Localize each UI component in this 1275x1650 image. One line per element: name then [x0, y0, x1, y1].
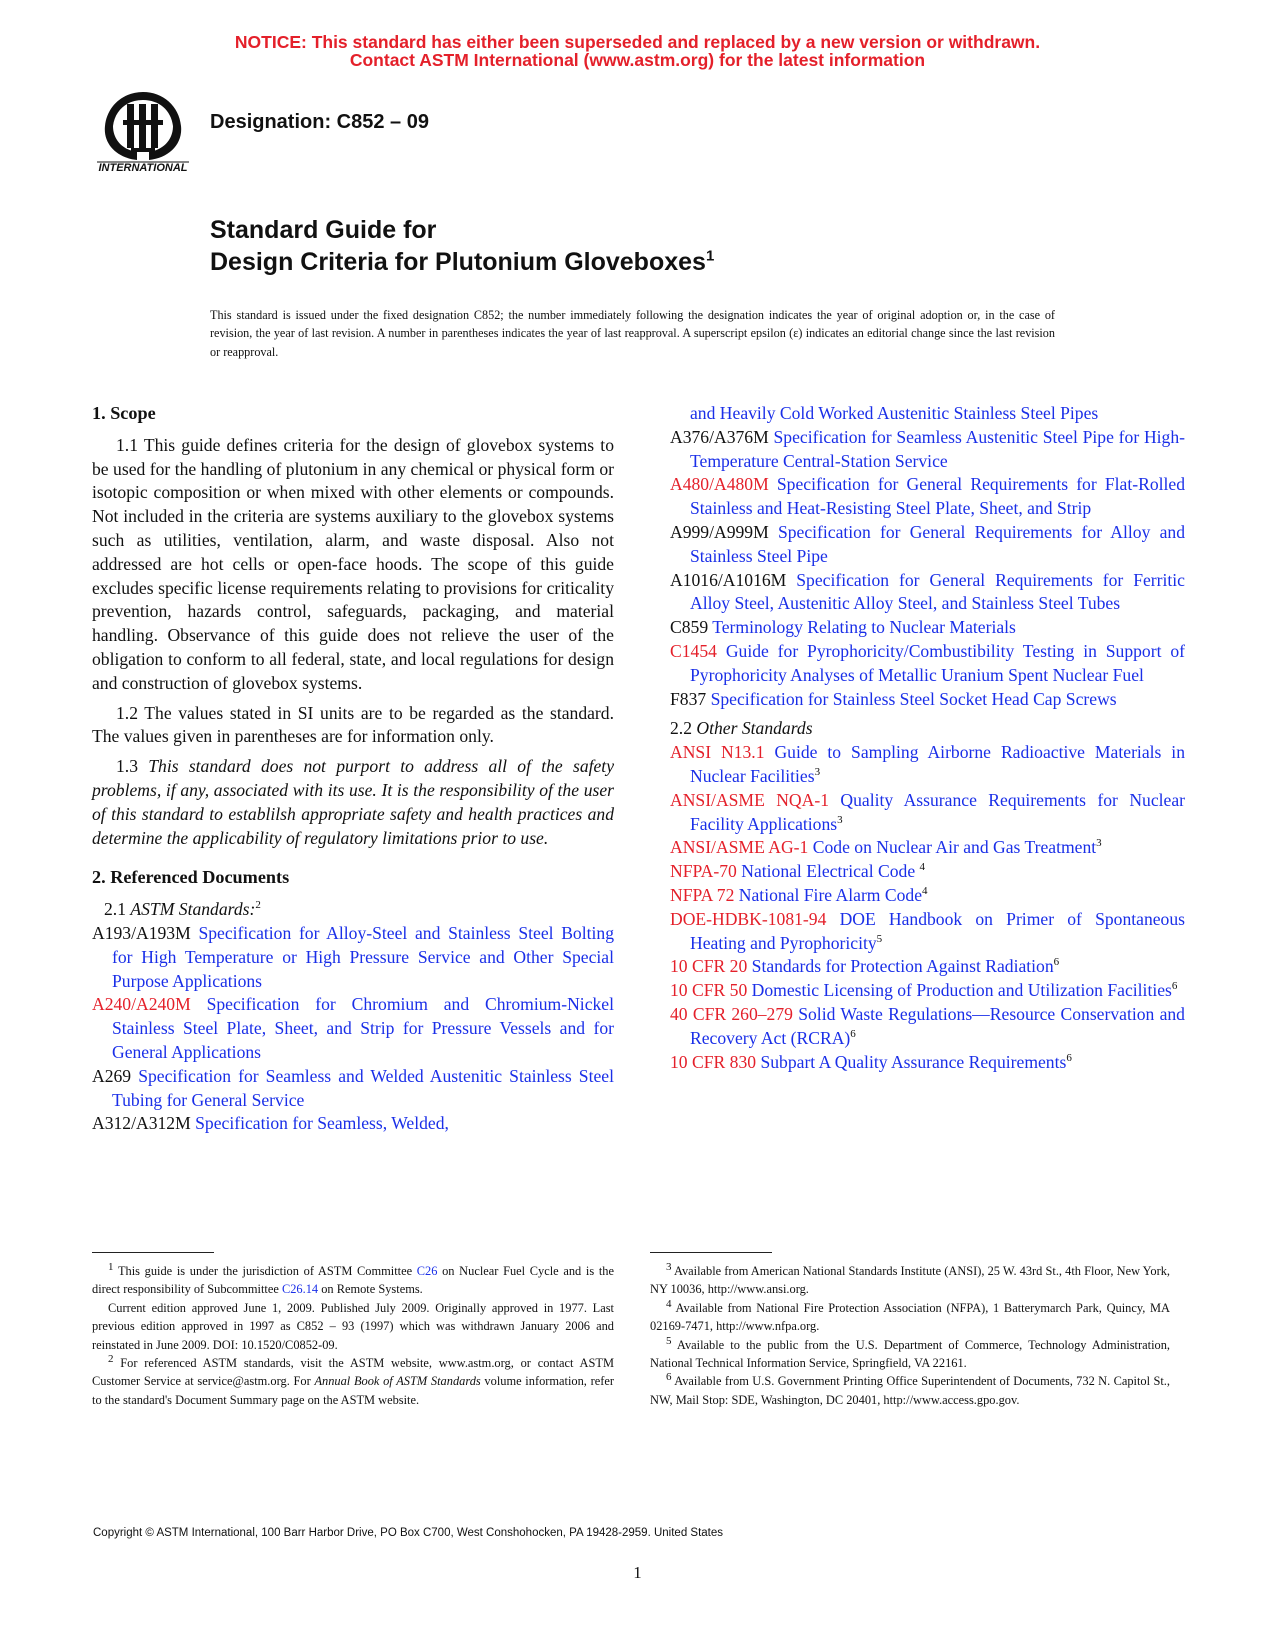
footnote-3: [650, 1262, 1170, 1299]
copyright-line: Copyright © ASTM International, 100 Barr Harbor Drive, PO Box C700, West Conshohocken, PA 19428-2959. United States: [93, 1527, 724, 1539]
reference-title-link[interactable]: Subpart A Quality Assurance Requirements: [760, 1051, 1067, 1072]
other-reference-list: [670, 741, 1185, 1074]
scope-para-1-3: 1.3 This standard does not purport to address all of the safety problems, if any, associated with its use. It is the responsibility of the user of this standard to establilsh appropriate safety and health practices and determine the applicability of regulatory limitations prior to use.: [92, 756, 615, 848]
footnote-marker: 4: [922, 885, 928, 898]
reference-code: ANSI N13.1: [670, 742, 765, 763]
reference-entry: [670, 955, 1185, 979]
reference-entry: [670, 426, 1185, 474]
reference-code: NFPA 72: [670, 884, 735, 905]
reference-entry: [92, 1065, 614, 1113]
reference-entry: [670, 860, 1185, 884]
reference-title-link[interactable]: Code on Nuclear Air and Gas Treatment: [812, 837, 1097, 858]
reference-entry: [92, 922, 614, 993]
reference-code: DOE-HDBK-1081-94: [670, 908, 827, 929]
notice-banner: [0, 33, 1275, 69]
footnote-marker: 6: [1171, 980, 1178, 993]
footnote-marker: 4: [919, 861, 926, 874]
issued-note: This standard is issued under the fixed designation C852; the number immediately following the designation indicates the year of original adoption or, in the case of revision, the year of last revision. A number in parentheses indicates the year of last reapproval. A superscript epsilon (ε) indicates an editorial change since the last revision or reapproval.: [210, 308, 1055, 359]
logo-text: INTERNATIONAL: [98, 162, 188, 174]
reference-entry: [670, 979, 1185, 1003]
reference-title-link[interactable]: Domestic Licensing of Production and Utilization Facilities: [751, 980, 1172, 1001]
title-footnote-marker: 1: [705, 247, 715, 265]
footnote-marker: 5: [876, 932, 883, 945]
reference-entry: [670, 473, 1185, 521]
reference-title-link[interactable]: Specification for Seamless and Welded Austenitic Stainless Steel Tubing for General Service: [112, 1065, 614, 1110]
reference-entry: [670, 836, 1185, 860]
footnote-marker: 3: [837, 813, 843, 826]
reference-entry: [670, 1051, 1185, 1075]
reference-code: A193/A193M: [92, 922, 191, 943]
footnote-rule-right: [650, 1252, 772, 1253]
reference-code: A376/A376M: [670, 426, 769, 447]
right-column: [670, 402, 1185, 1074]
reference-code: ANSI/ASME AG-1: [670, 837, 809, 858]
page-number: 1: [633, 1563, 642, 1582]
footnote-text: Available from American National Standards Institute (ANSI), 25 W. 43rd St., 4th Floor, New York, NY 10036, http://www.ansi.org.: [650, 1264, 1170, 1297]
document-title: [210, 214, 714, 278]
reference-entry: [670, 789, 1185, 837]
reference-title-link[interactable]: Guide for Pyrophoricity/Combustibility Testing in Support of Pyrophoricity Analyses of Metallic Uranium Spent Nuclear Fuel: [690, 640, 1185, 685]
reference-title-link[interactable]: Specification for Alloy-Steel and Stainless Steel Bolting for High Temperature or High Pressure Service and Other Special Purpose Applications: [112, 922, 614, 991]
title-line-1: Standard Guide for: [210, 216, 437, 244]
footnote-text: Available from National Fire Protection Association (NFPA), 1 Batterymarch Park, Quincy, MA 02169-7471, http://www.nfpa.org.: [650, 1300, 1170, 1334]
reference-title-link[interactable]: Specification for General Requirements for Alloy and Stainless Steel Pipe: [690, 521, 1185, 566]
footnote-marker: 6: [1066, 1051, 1072, 1064]
footnote-1-edition: Current edition approved June 1, 2009. Published July 2009. Originally approved in 1977. Last previous edition approved in 1997 as C852 – 93 (1997) which was withdrawn January 2006 and reinstated in June 2009. DOI: 10.1520/C0852-09.: [92, 1300, 614, 1352]
footnotes-right: [650, 1262, 1170, 1409]
footnote-marker: 5: [666, 1334, 672, 1347]
astm-reference-list: [92, 922, 614, 1136]
notice-line-1: NOTICE: This standard has either been superseded and replaced by a new version or withdrawn.: [234, 32, 1041, 52]
scope-para-1-2: 1.2 The values stated in SI units are to be regarded as the standard. The values given in parentheses are for information only.: [92, 702, 614, 747]
astm-logo: [93, 88, 193, 174]
reference-entry: [670, 741, 1185, 789]
reference-entry-continued: [670, 402, 1185, 426]
reference-code: NFPA-70: [670, 861, 737, 882]
reference-code: A312/A312M: [92, 1113, 191, 1134]
footnote-marker: 3: [666, 1260, 672, 1273]
footnote-rule-left: [92, 1252, 214, 1253]
designation: Designation: C852 – 09: [210, 111, 429, 133]
reference-title-link[interactable]: Terminology Relating to Nuclear Materials: [712, 617, 1016, 638]
reference-entry: [670, 1003, 1185, 1051]
reference-title-link[interactable]: Specification for Chromium and Chromium-Nickel Stainless Steel Plate, Sheet, and Strip for Pressure Vessels and for General Applications: [112, 994, 614, 1062]
reference-entry: [92, 1112, 614, 1136]
subcommittee-c26-14-link[interactable]: C26.14: [281, 1282, 319, 1297]
reference-title-link[interactable]: DOE Handbook on Primer of Spontaneous Heating and Pyrophoricity: [690, 908, 1185, 953]
reference-code: 10 CFR 20: [670, 956, 748, 977]
reference-code: 10 CFR 50: [670, 980, 748, 1001]
footnote-marker: 3: [1096, 837, 1102, 850]
reference-entry: [670, 521, 1185, 569]
other-standards-subheading: 2.2 Other Standards: [670, 718, 813, 739]
reference-title-link[interactable]: National Electrical Code: [741, 861, 920, 882]
reference-entry: [670, 616, 1185, 640]
reference-code: 10 CFR 830: [670, 1051, 757, 1072]
notice-line-2: Contact ASTM International (www.astm.org) for the latest information: [349, 50, 926, 70]
reference-entry: [670, 908, 1185, 956]
footnote-text: Available from U.S. Government Printing Office Superintendent of Documents, 732 N. Capitol St., NW, Mail Stop: SDE, Washington, DC 20401, http://www.access.gpo.gov.: [650, 1374, 1170, 1407]
reference-code: A1016/A1016M: [670, 569, 787, 590]
reference-title-link[interactable]: Specification for General Requirements for Ferritic Alloy Steel, Austenitic Alloy Steel, and Stainless Steel Tubes: [690, 569, 1185, 614]
footnote-marker: 6: [666, 1371, 672, 1384]
reference-entry: [670, 640, 1185, 688]
reference-title-link[interactable]: and Heavily Cold Worked Austenitic Stainless Steel Pipes: [690, 403, 1099, 423]
reference-title-link[interactable]: Specification for Seamless, Welded,: [195, 1113, 449, 1134]
reference-code: 40 CFR 260–279: [670, 1003, 793, 1024]
reference-entry: [92, 993, 614, 1064]
refdocs-heading: 2. Referenced Documents: [92, 867, 290, 888]
reference-entry: [670, 884, 1185, 908]
footnote-marker: 3: [814, 766, 821, 779]
footnote-6: [650, 1372, 1170, 1409]
reference-code: A480/A480M: [670, 474, 769, 495]
reference-title-link[interactable]: Standards for Protection Against Radiation: [751, 956, 1054, 977]
left-column: [92, 402, 614, 1136]
footnote-1: $^1$ This guide is under the jurisdiction of ASTM Committee C26 on Nuclear Fuel Cycle and is the direct responsibility of Subcommittee C26.14 on Remote Systems.: [92, 1260, 614, 1297]
astm-reference-list-continued: [670, 402, 1185, 711]
footnote-marker: 4: [666, 1297, 672, 1310]
reference-title-link[interactable]: Quality Assurance Requirements for Nuclear Facility Applications: [690, 789, 1185, 834]
reference-code: A240/A240M: [92, 994, 191, 1015]
reference-title-link[interactable]: Specification for Stainless Steel Socket Head Cap Screws: [710, 688, 1117, 709]
scope-heading: 1. Scope: [92, 403, 156, 423]
footnote-2: $^2$ For referenced ASTM standards, visit the ASTM website, www.astm.org, or contact ASTM Customer Service at service@astm.org. For Annual Book of ASTM Standards volume information, refer to the standard's Document Summary page on the ASTM website.: [92, 1352, 614, 1407]
reference-entry: [670, 688, 1185, 712]
reference-title-link[interactable]: Solid Waste Regulations—Resource Conservation and Recovery Act (RCRA): [690, 1003, 1185, 1048]
reference-entry: [670, 569, 1185, 617]
footnote-5: [650, 1336, 1170, 1373]
reference-title-link[interactable]: Specification for General Requirements for Flat-Rolled Stainless and Heat-Resisting Steel Plate, Sheet, and Strip: [690, 474, 1185, 519]
footnote-marker: 6: [850, 1027, 856, 1040]
reference-title-link[interactable]: National Fire Alarm Code: [738, 884, 923, 905]
footnote-text: Available to the public from the U.S. Department of Commerce, Technology Administration, National Technical Information Service, Springfield, VA 22161.: [650, 1337, 1171, 1371]
astm-standards-subheading: 2.1 ASTM Standards:$^2$: [104, 899, 261, 920]
committee-c26-link[interactable]: C26: [416, 1264, 438, 1278]
reference-code: C1454: [670, 640, 717, 661]
footnotes-left: [92, 1262, 614, 1409]
footnote-4: [650, 1299, 1170, 1336]
reference-code: F837: [670, 688, 707, 709]
reference-code: A269: [92, 1065, 132, 1086]
reference-title-link[interactable]: Guide to Sampling Airborne Radioactive Materials in Nuclear Facilities: [690, 742, 1185, 786]
reference-code: A999/A999M: [670, 521, 769, 542]
reference-code: ANSI/ASME NQA-1: [670, 789, 829, 810]
title-line-2: Design Criteria for Plutonium Gloveboxes$^1$: [210, 247, 715, 276]
reference-code: C859: [670, 617, 709, 638]
reference-title-link[interactable]: Specification for Seamless Austenitic Steel Pipe for High-Temperature Central-Station Service: [690, 426, 1185, 471]
scope-para-1-1: 1.1 This guide defines criteria for the design of glovebox systems to be used for the handling of plutonium in any chemical or physical form or isotopic composition or when mixed with other elements or compounds. Not included in the criteria are systems auxiliary to the glovebox systems such as utilities, ventilation, alarm, and waste disposal. Also not addressed are hot cells or open-face hoods. The scope of this guide excludes specific license requirements relating to provisions for criticality prevention, hazards control, safeguards, packaging, and material handling. Observance of this guide does not relieve the user of the obligation to conform to all federal, state, and local regulations for design and construction of glovebox systems.: [92, 434, 614, 693]
footnote-marker: 6: [1053, 956, 1060, 969]
